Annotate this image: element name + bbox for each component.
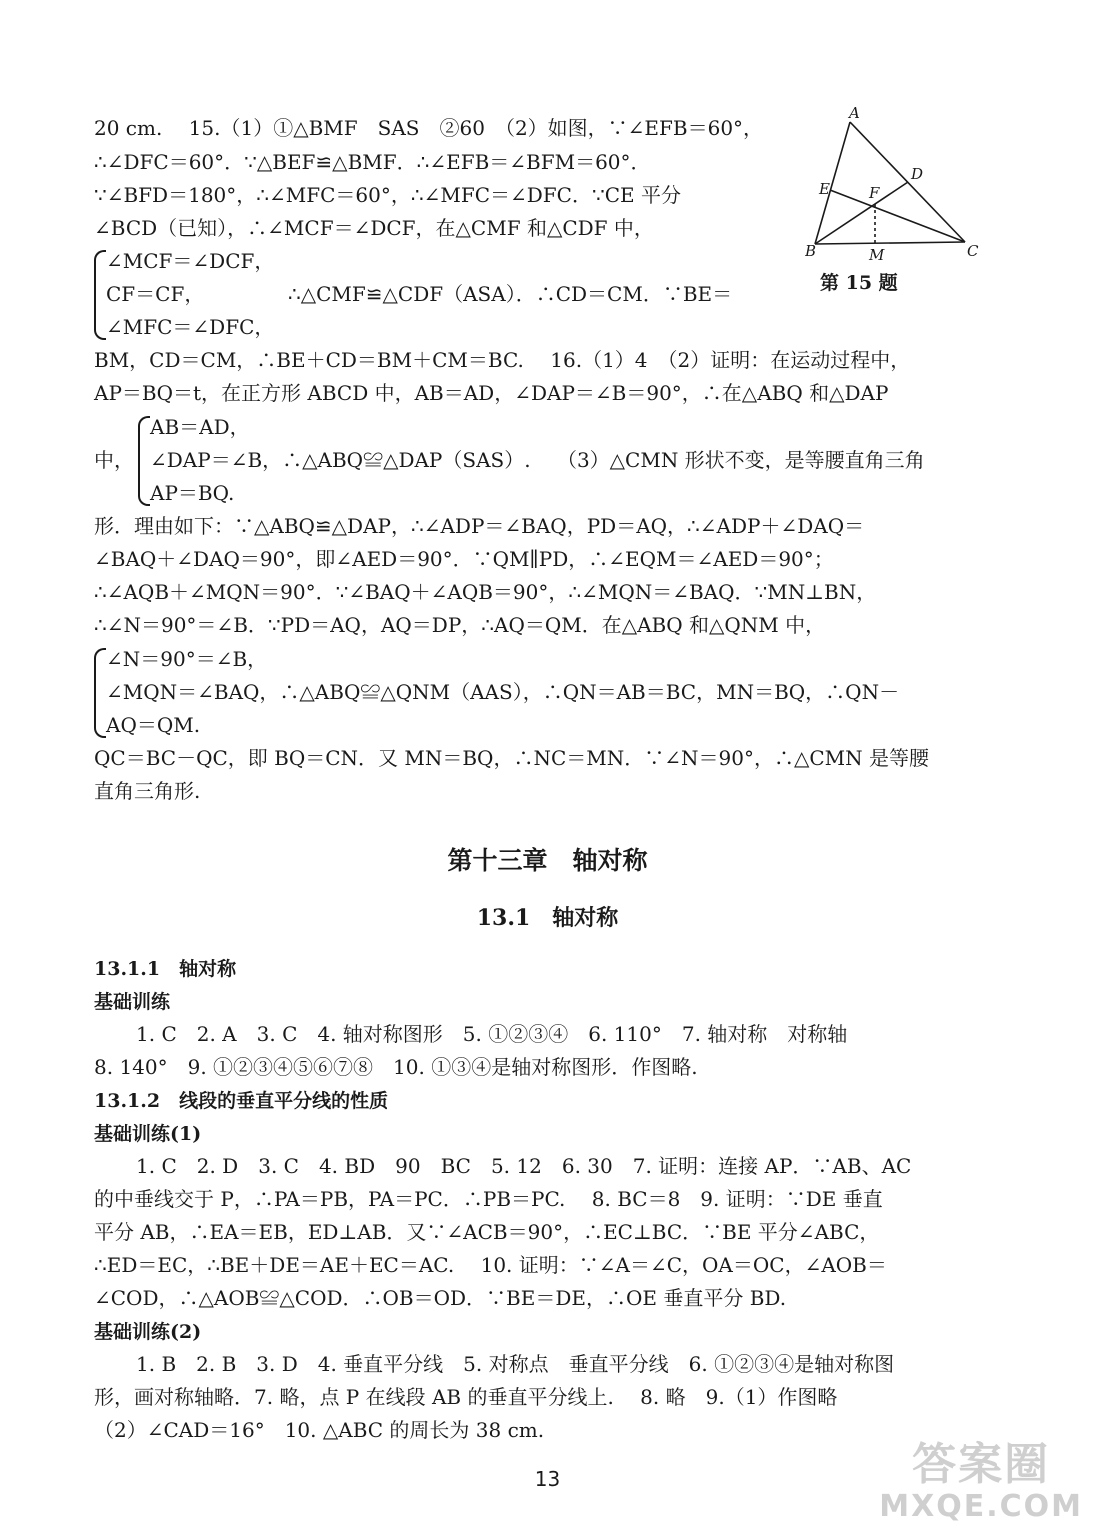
brace-line: ∠MFC＝∠DFC， [106, 315, 275, 339]
text-line: AP＝BQ＝t，在正方形 ABCD 中，AB＝AD，∠DAP＝∠B＝90°，∴在△ABQ 和△DAP [94, 381, 889, 405]
subsection-heading: 13.1.2 线段的垂直平分线的性质 [94, 1090, 389, 1112]
chapter-title: 第十三章 轴对称 [447, 846, 648, 875]
label-d: D [911, 165, 924, 183]
text-line: ∴∠DFC＝60°．∵△BEF≌△BMF．∴∠EFB＝∠BFM＝60°． [94, 150, 651, 174]
brace-line: ∠N＝90°＝∠B， [106, 647, 268, 671]
answer-line: 1. B 2. B 3. D 4. 垂直平分线 5. 对称点 垂直平分线 6. ①②③④是轴对称图 [136, 1352, 895, 1376]
side-bc [815, 242, 965, 244]
segment-ce [830, 190, 965, 242]
label-f: F [869, 184, 880, 202]
page-number: 13 [534, 1467, 561, 1491]
text-line: 20 cm. 15.（1）①△BMF SAS ②60 （2）如图，∵∠EFB＝60°， [94, 116, 764, 140]
answer-line: ∴ED＝EC，∴BE＋DE＝AE＋EC＝AC. 10. 证明：∵∠A＝∠C，OA＝OC，∠AOB＝ [94, 1253, 887, 1277]
text-line: ∴∠N＝90°＝∠B．∵PD＝AQ，AQ＝DP，∴AQ＝QM．在△ABQ 和△QNM 中， [94, 613, 826, 637]
subsection-heading: 13.1.1 轴对称 [94, 958, 237, 980]
brace-line: ∠DAP＝∠B，∴△ABQ≌△DAP（SAS）. （3）△CMN 形状不变，是等腰直角三角 [150, 448, 925, 472]
answer-line: 1. C 2. D 3. C 4. BD 90 BC 5. 12 6. 30 7. 证明：连接 AP．∵AB、AC [136, 1154, 912, 1178]
brace [94, 648, 106, 738]
brace-line: AB＝AD， [150, 415, 250, 439]
answer-line: 的中垂线交于 P，∴PA＝PB，PA＝PC．∴PB＝PC. 8. BC＝8 9. 证明：∵DE 垂直 [94, 1187, 883, 1211]
exercise-heading: 基础训练(1) [94, 1123, 202, 1145]
answer-line: 形，画对称轴略．7. 略，点 P 在线段 AB 的垂直平分线上. 8. 略 9.（1）作图略 [94, 1385, 838, 1409]
exercise-heading: 基础训练(2) [94, 1321, 202, 1343]
answer-line: （2）∠CAD＝16° 10. △ABC 的周长为 38 cm. [94, 1418, 545, 1442]
brace-line: AP＝BQ. [150, 481, 235, 505]
brace [138, 416, 150, 506]
label-b: B [805, 242, 817, 260]
figure-caption: 第 15 题 [820, 272, 898, 294]
text-line: ∠BCD（已知），∴∠MCF＝∠DCF，在△CMF 和△CDF 中， [94, 216, 654, 240]
watermark-url: MXQE.COM [879, 1489, 1083, 1524]
text-line: ∵∠BFD＝180°，∴∠MFC＝60°，∴∠MFC＝∠DFC．∵CE 平分 [94, 183, 681, 207]
brace [94, 250, 106, 340]
section-title: 13.1 轴对称 [476, 905, 619, 931]
text-line: ∠BAQ＋∠DAQ＝90°，即∠AED＝90°．∵QM∥PD，∴∠EQM＝∠AED＝90°； [94, 547, 834, 571]
text-line: ∴△CMF≌△CDF（ASA）．∴CD＝CM．∵BE＝ [288, 282, 733, 306]
answer-line: 8. 140° 9. ①②③④⑤⑥⑦⑧ 10. ①③④是轴对称图形．作图略. [94, 1055, 698, 1079]
brace-line: ∠MCF＝∠DCF， [106, 249, 275, 273]
text-line: 中， [94, 448, 134, 472]
text-line: QC＝BC－QC，即 BQ＝CN．又 MN＝BQ，∴NC＝MN．∵∠N＝90°，∴△CMN 是等腰 [94, 746, 929, 770]
label-m: M [869, 246, 885, 264]
answer-line: ∠COD，∴△AOB≌△COD．∴OB＝OD．∵BE＝DE，∴OE 垂直平分 BD. [94, 1286, 787, 1310]
text-line: 形．理由如下：∵△ABQ≌△DAP，∴∠ADP＝∠BAQ，PD＝AQ，∴∠ADP＋∠DAQ＝ [94, 514, 865, 538]
answer-line: 平分 AB，∴EA＝EB，ED⊥AB．又∵∠ACB＝90°，∴EC⊥BC．∵BE 平分∠ABC， [94, 1220, 880, 1244]
watermark [879, 1440, 1083, 1524]
text-line: 直角三角形. [94, 779, 201, 803]
brace-line: CF＝CF， [106, 282, 205, 306]
label-c: C [967, 242, 979, 260]
brace-line: AQ＝QM. [106, 713, 201, 737]
label-a: A [849, 104, 860, 122]
text-line: BM，CD＝CM，∴BE＋CD＝BM＋CM＝BC. 16.（1）4 （2）证明：在运动过程中， [94, 348, 911, 372]
answer-line: 1. C 2. A 3. C 4. 轴对称图形 5. ①②③④ 6. 110° 7. 轴对称 对称轴 [136, 1022, 848, 1046]
exercise-heading: 基础训练 [94, 991, 171, 1013]
text-line: ∴∠AQB＋∠MQN＝90°．∵∠BAQ＋∠AQB＝90°，∴∠MQN＝∠BAQ．∵MN⊥BN， [94, 580, 877, 604]
brace-line: ∠MQN＝∠BAQ，∴△ABQ≌△QNM（AAS），∴QN＝AB＝BC，MN＝BQ，∴QN－ [106, 680, 900, 704]
watermark-logo-text: 答案圈 [912, 1439, 1051, 1490]
label-e: E [819, 180, 830, 198]
